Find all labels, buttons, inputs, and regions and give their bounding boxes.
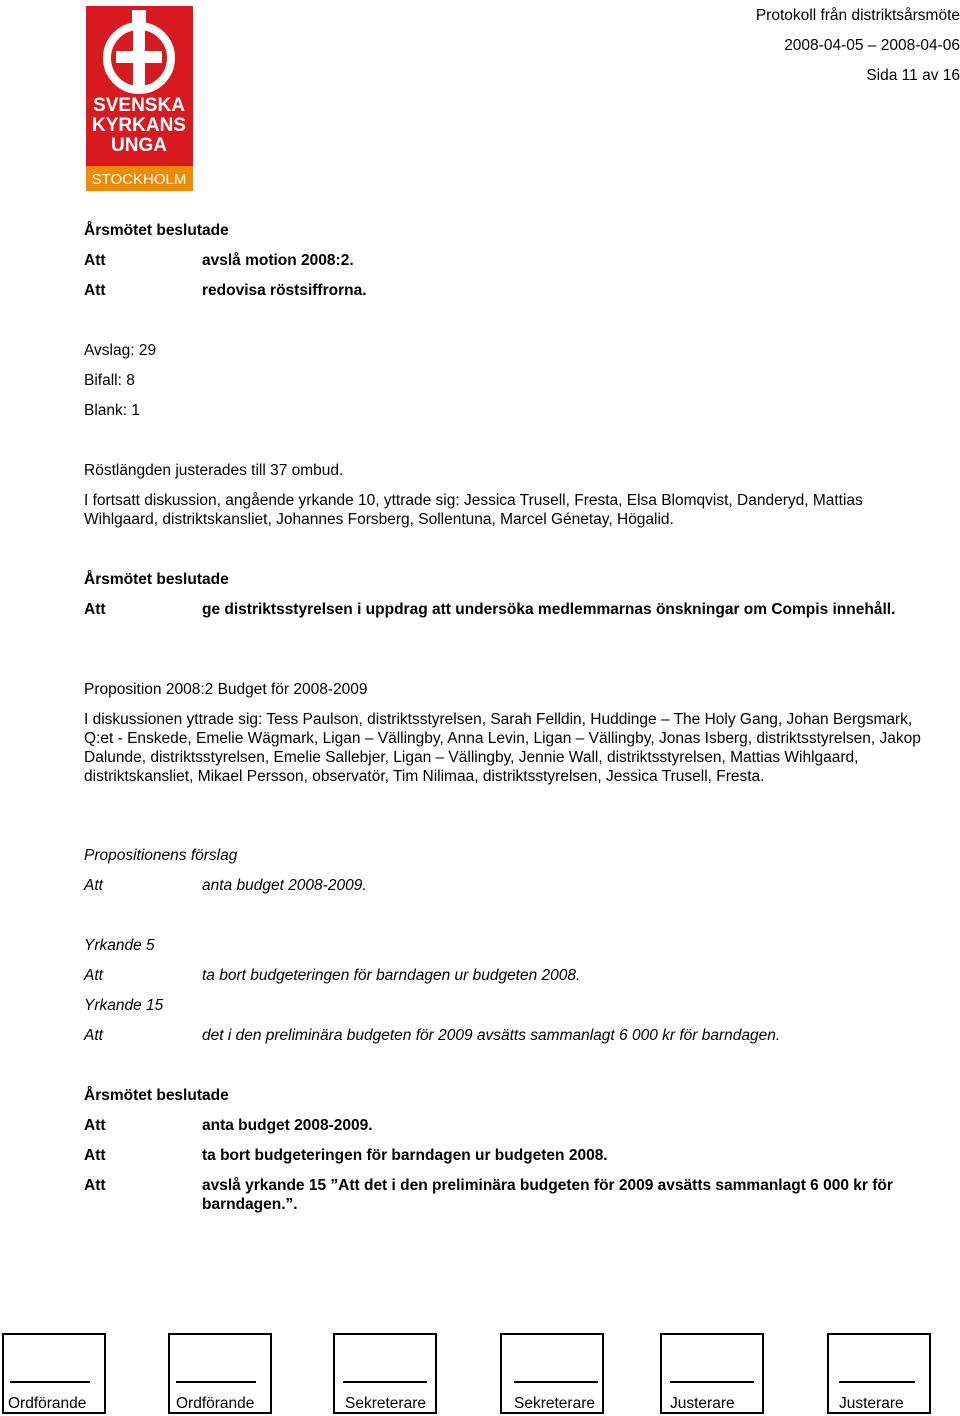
decision-text: avslå motion 2008:2. <box>202 252 354 269</box>
proposition-discussion: I diskussionen yttrade sig: Tess Paulson, distriktsstyrelsen, Sarah Felldin, Huddinge – The Holy Gang, Johan Bergsmark, Q:et - Enskede, Emelie Wägmark, Ligan – Vällingby, Anna Levin, Ligan – Vällingby, Jonas Isberg, distriktsstyrelsen, Jakop Dalunde, distriktsstyrelsen, Emelie Sallebjer, Ligan – Vällingby, Jennie Wall, distriktsstyrelsen, Mattias Wihlgaard, distriktskansliet, Mikael Persson, observatör, Tim Nilimaa, distriktsstyrelsen, Jessica Trusell, Fresta. <box>84 711 921 785</box>
signature-caption: Ordförande <box>176 1395 255 1412</box>
signature-box-ordforande <box>168 1333 272 1414</box>
signature-caption: Justerare <box>670 1395 735 1412</box>
meeting-dates: 2008-04-05 – 2008-04-06 <box>784 37 960 54</box>
proposition-title: Proposition 2008:2 Budget för 2008-2009 <box>84 681 368 698</box>
votes-avslag: Avslag: 29 <box>84 342 157 359</box>
signature-box-ordforande <box>2 1333 106 1414</box>
svg-text:KYRKANS: KYRKANS <box>92 115 186 136</box>
yrkande-5-text: ta bort budgeteringen för barndagen ur budgeten 2008. <box>202 967 581 984</box>
signature-caption: Justerare <box>839 1395 904 1412</box>
decision-heading-3: Årsmötet beslutade <box>84 1087 229 1104</box>
decision-text: redovisa röstsiffrorna. <box>202 282 367 299</box>
svg-text:SVENSKA: SVENSKA <box>93 95 185 116</box>
discussion-paragraph: I fortsatt diskussion, angående yrkande 10, yttrade sig: Jessica Trusell, Fresta, Elsa Blomqvist, Danderyd, Mattias Wihlgaard, distriktskansliet, Johannes Forsberg, Sollentuna, Marcel Génetay, Högalid. <box>84 492 863 528</box>
att-label: Att <box>84 877 103 894</box>
decision-text: anta budget 2008-2009. <box>202 1117 373 1134</box>
signature-box-sekreterare <box>500 1333 604 1414</box>
signature-line <box>10 1381 90 1383</box>
decision-text: ge distriktsstyrelsen i uppdrag att undersöka medlemmarnas önskningar om Compis innehåll. <box>202 601 896 618</box>
signature-line <box>839 1381 915 1383</box>
votes-bifall: Bifall: 8 <box>84 372 135 389</box>
forslag-text: anta budget 2008-2009. <box>202 877 367 894</box>
att-label: Att <box>84 1147 106 1164</box>
svg-text:STOCKHOLM: STOCKHOLM <box>91 171 187 188</box>
signature-line <box>176 1381 256 1383</box>
signature-caption: Sekreterare <box>345 1395 426 1412</box>
att-label: Att <box>84 601 106 618</box>
signature-box-justerare <box>660 1333 764 1414</box>
signature-line <box>343 1381 427 1383</box>
document-title: Protokoll från distriktsårsmöte <box>755 7 960 24</box>
votes-blank: Blank: 1 <box>84 402 141 419</box>
att-label: Att <box>84 1027 103 1044</box>
page-number: Sida 11 av 16 <box>866 67 960 84</box>
signature-caption: Sekreterare <box>514 1395 595 1412</box>
yrkande-15-heading: Yrkande 15 <box>84 997 164 1014</box>
signature-line <box>514 1381 598 1383</box>
att-label: Att <box>84 967 103 984</box>
forslag-heading: Propositionens förslag <box>84 847 238 864</box>
decision-heading-1: Årsmötet beslutade <box>84 222 229 239</box>
rostlangd-note: Röstlängden justerades till 37 ombud. <box>84 462 344 479</box>
yrkande-15-text: det i den preliminära budgeten för 2009 avsätts sammanlagt 6 000 kr för barndagen. <box>202 1027 781 1044</box>
svenska-kyrkans-unga-logo <box>86 6 193 191</box>
signature-line <box>670 1381 754 1383</box>
signature-box-sekreterare <box>333 1333 437 1414</box>
yrkande-5-heading: Yrkande 5 <box>84 937 155 954</box>
signature-box-justerare <box>827 1333 931 1414</box>
svg-text:UNGA: UNGA <box>111 135 167 156</box>
att-label: Att <box>84 1117 106 1134</box>
att-label: Att <box>84 252 106 269</box>
signature-caption: Ordförande <box>8 1395 87 1412</box>
decision-text: avslå yrkande 15 ”Att det i den preliminära budgeten för 2009 avsätts sammanlagt 6 000 kr för barndagen.”. <box>202 1177 893 1213</box>
att-label: Att <box>84 1177 106 1194</box>
decision-heading-2: Årsmötet beslutade <box>84 571 229 588</box>
decision-text: ta bort budgeteringen för barndagen ur budgeten 2008. <box>202 1147 608 1164</box>
att-label: Att <box>84 282 106 299</box>
